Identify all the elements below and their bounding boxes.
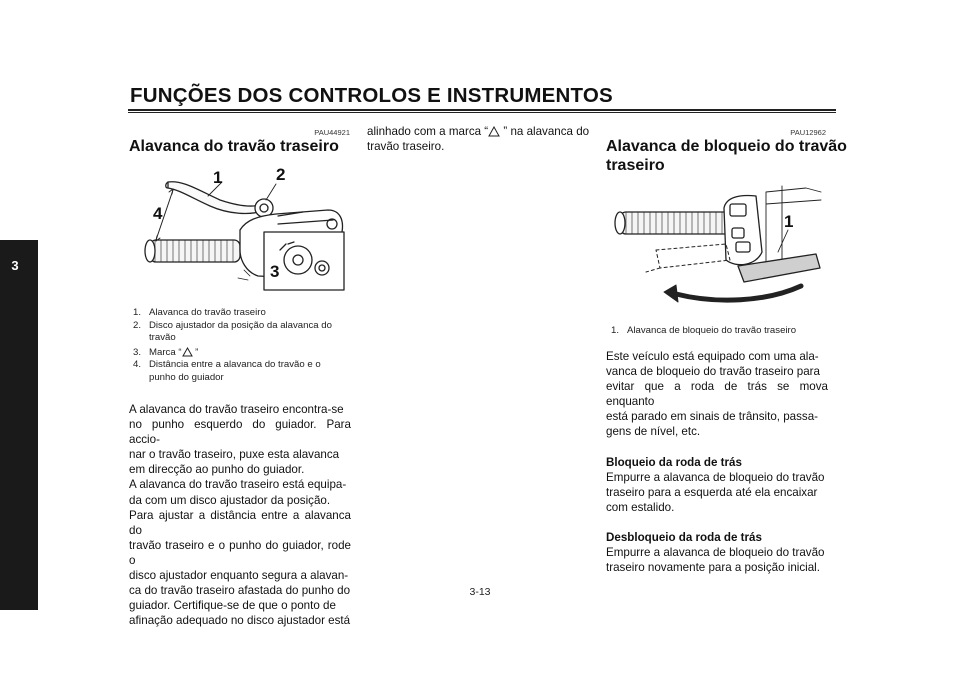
figure-caption: 1. Alavanca de bloqueio do travão traseiro — [611, 325, 797, 336]
caption-item: 2. Disco ajustador da posição da alavanca do — [133, 319, 332, 331]
text-line: Este veículo está equipado com uma ala- — [606, 350, 819, 363]
caption-item: 1. Alavanca do travão traseiro — [133, 307, 266, 318]
triangle-mark-icon — [182, 347, 193, 357]
callout-1: 1 — [784, 212, 794, 231]
text-line: evitar que a roda de trás se mova enquanto — [606, 380, 828, 409]
text-line: Para ajustar a distância entre a alavanca do — [129, 508, 351, 537]
subheading-unlock: Desbloqueio da roda de trás — [606, 530, 762, 544]
text-line: Empurre a alavanca de bloqueio do travão — [606, 470, 825, 484]
spacer — [606, 515, 828, 530]
left-body-text — [129, 402, 351, 628]
title-rule-thin — [128, 112, 836, 113]
subheading-lock: Bloqueio da roda de trás — [606, 455, 742, 469]
text-line: em direcção ao punho do guiador. — [129, 463, 305, 477]
text-line: vanca de bloqueio do travão traseiro para — [606, 365, 820, 379]
text-line: travão traseiro e o punho do guiador, rode o — [129, 538, 351, 567]
spacer — [606, 440, 828, 455]
text-line: está parado em sinais de trânsito, passa- — [606, 410, 819, 424]
text-line: alinhado com a marca “ ” na alavanca do — [367, 125, 590, 138]
caption-continuation: punho do guiador — [149, 371, 224, 383]
section-heading-rear-brake-lever: Alavanca do travão traseiro — [129, 138, 339, 155]
chapter-tab-number: 3 — [11, 258, 19, 273]
text-line: Empurre a alavanca de bloqueio do travão — [606, 546, 825, 560]
callout-2: 2 — [276, 165, 286, 184]
heading-line: traseiro — [606, 157, 665, 174]
page-number: 3-13 — [469, 586, 491, 598]
title-rule — [128, 109, 836, 111]
text-line: traseiro para a esquerda até ela encaixar — [606, 485, 818, 499]
text-line: traseiro novamente para a posição inicial. — [606, 561, 820, 575]
heading-line: Alavanca de bloqueio do travão — [606, 138, 847, 155]
text-line: guiador. Certifique-se de que o ponto de — [129, 599, 336, 613]
caption-item: 3. Marca “ ” — [133, 346, 199, 358]
section-code: PAU12962 — [790, 128, 826, 137]
text-line: travão traseiro. — [367, 140, 445, 154]
brake-lever-illustration — [128, 160, 350, 300]
middle-body-text — [367, 124, 592, 154]
text-line: nar o travão traseiro, puxe esta alavanca — [129, 448, 340, 462]
text-line: no punho esquerdo do guiador. Para accio- — [129, 418, 351, 447]
text-line: da com um disco ajustador da posição. — [129, 493, 331, 507]
text-line: gens de nível, etc. — [606, 425, 701, 439]
caption-continuation: travão — [149, 332, 176, 343]
callout-4: 4 — [153, 204, 163, 223]
triangle-mark-icon — [488, 126, 500, 137]
lock-lever-illustration — [606, 182, 828, 316]
page-title: FUNÇÕES DOS CONTROLOS E INSTRUMENTOS — [130, 84, 613, 107]
callout-1: 1 — [213, 168, 223, 187]
section-code: PAU44921 — [314, 128, 350, 137]
text-line: A alavanca do travão traseiro encontra-se — [129, 403, 344, 416]
text-line: com estalido. — [606, 500, 675, 514]
figure-captions — [133, 307, 353, 384]
text-line: afinação adequado no disco ajustador está — [129, 614, 351, 628]
right-body-text — [606, 349, 828, 575]
text-line: disco ajustador enquanto segura a alavan- — [129, 569, 349, 583]
caption-item: 4. Distância entre a alavanca do travão e o — [133, 359, 321, 370]
section-heading-lock-lever — [606, 137, 847, 175]
chapter-side-tab — [0, 240, 38, 610]
callout-3: 3 — [270, 262, 280, 281]
text-line: A alavanca do travão traseiro está equipa- — [129, 478, 347, 492]
text-line: ca do travão traseiro afastada do punho do — [129, 584, 351, 598]
